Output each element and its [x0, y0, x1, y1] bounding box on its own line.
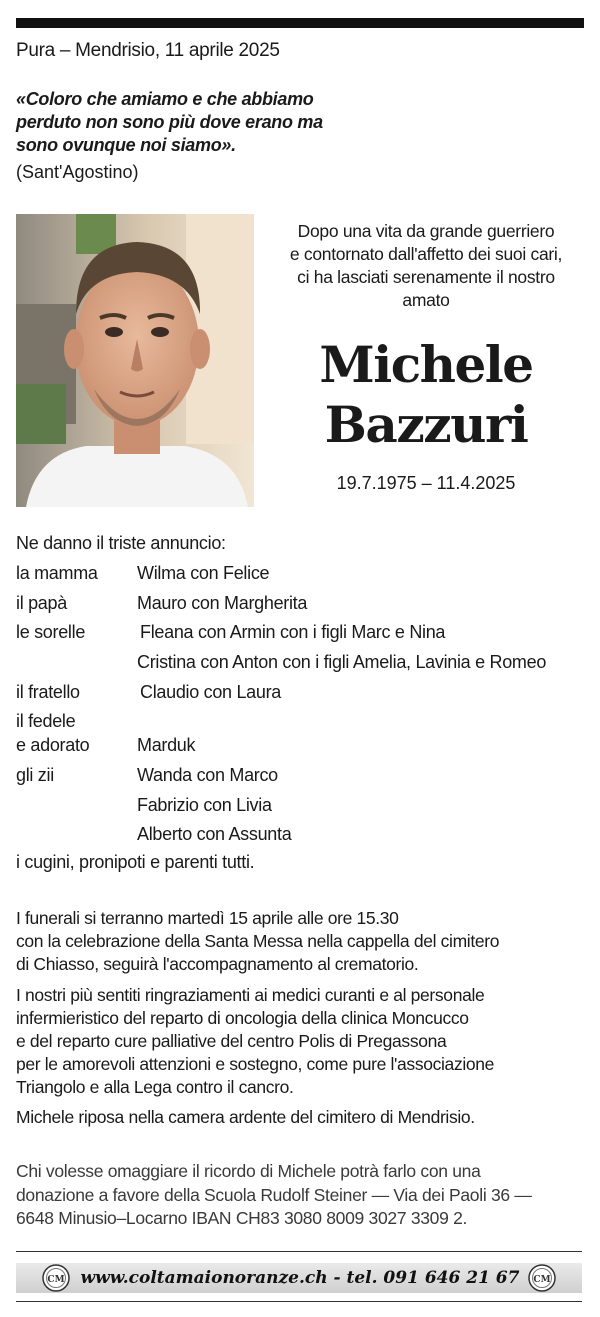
last-name: Bazzuri: [324, 395, 528, 454]
intro-line: Dopo una vita da grande guerriero: [297, 221, 555, 241]
first-name: Michele: [319, 335, 533, 394]
portrait-photo: [16, 214, 254, 507]
place-date: Pura – Mendrisio, 11 aprile 2025: [16, 40, 280, 61]
family-relation: gli zii: [16, 765, 54, 785]
family-relation: e adorato: [16, 735, 90, 755]
funeral-line: I funerali si terranno martedì 15 aprile alle ore 15.30: [16, 908, 399, 928]
coltamai-logo-right-icon: [528, 1264, 556, 1292]
top-rule: [16, 18, 584, 28]
quote-line: sono ovunque noi siamo».: [16, 135, 236, 155]
donation-line: donazione a favore della Scuola Rudolf Steiner — Via dei Paoli 36 —: [16, 1184, 532, 1205]
intro-text: [270, 220, 582, 312]
rest-line: Michele riposa nella camera ardente del cimitero di Mendrisio.: [16, 1107, 475, 1127]
thanks-line: e del reparto cure palliative del centro Polis di Pregassona: [16, 1031, 447, 1051]
family-names: Marduk: [137, 735, 196, 755]
funeral-line: con la celebrazione della Santa Messa nella cappella del cimitero: [16, 931, 500, 951]
family-names: Cristina con Anton con i figli Amelia, Lavinia e Romeo: [137, 652, 547, 672]
family-relation: il fratello: [16, 682, 80, 702]
thanks-line: I nostri più sentiti ringraziamenti ai medici curanti e al personale: [16, 985, 485, 1005]
funeral-paragraph: [16, 907, 582, 976]
deceased-name: [270, 335, 582, 455]
quote-line: «Coloro che amiamo e che abbiamo: [16, 89, 314, 109]
logo-text: CM: [47, 1275, 65, 1285]
intro-line: amato: [402, 290, 450, 310]
thanks-line: Triangolo e alla Lega contro il cancro.: [16, 1077, 294, 1097]
funeral-line: di Chiasso, seguirà l'accompagnamento al crematorio.: [16, 954, 419, 974]
family-names: Fleana con Armin con i figli Marc e Nina: [140, 622, 446, 642]
announcement: Ne danno il triste annuncio:: [16, 533, 226, 553]
footer-contact-text[interactable]: www.coltamaionoranze.ch - tel. 091 646 21 67: [80, 1268, 520, 1288]
family-relation: il fedele: [16, 711, 76, 731]
quote-line: perduto non sono più dove erano ma: [16, 112, 323, 132]
family-names: Fabrizio con Livia: [137, 795, 272, 815]
quote-author: (Sant'Agostino): [16, 162, 139, 182]
family-names: Wanda con Marco: [137, 765, 278, 785]
intro-line: e contornato dall'affetto dei suoi cari,: [289, 244, 563, 264]
family-names: Mauro con Margherita: [137, 593, 308, 613]
family-relation: la mamma: [16, 563, 98, 583]
thanks-line: per le amorevoli attenzioni e sostegno, come pure l'associazione: [16, 1054, 495, 1074]
family-names: Claudio con Laura: [140, 682, 282, 702]
family-relation: il papà: [16, 593, 67, 613]
quote: [16, 88, 336, 157]
donation-line: Chi volesse omaggiare il ricordo di Michele potrà farlo con una: [16, 1161, 481, 1181]
family-relation: le sorelle: [16, 622, 86, 642]
life-dates: 19.7.1975 – 11.4.2025: [336, 473, 516, 493]
family-names: Alberto con Assunta: [137, 824, 292, 844]
thanks-line: infermieristico del reparto di oncologia della clinica Moncucco: [16, 1008, 469, 1028]
thanks-paragraph: [16, 984, 582, 1099]
closing-line: i cugini, pronipoti e parenti tutti.: [16, 852, 255, 872]
footer-bottom-rule: [16, 1301, 582, 1302]
donation-paragraph: [16, 1160, 586, 1231]
donation-line: 6648 Minusio–Locarno IBAN CH83 3080 8009 3027 3309 2.: [16, 1208, 468, 1228]
intro-line: ci ha lasciati serenamente il nostro: [297, 267, 555, 287]
portrait-illustration: [16, 214, 254, 507]
family-names: Wilma con Felice: [137, 563, 270, 583]
logo-text: CM: [533, 1275, 551, 1285]
footer-top-rule: [16, 1251, 582, 1252]
